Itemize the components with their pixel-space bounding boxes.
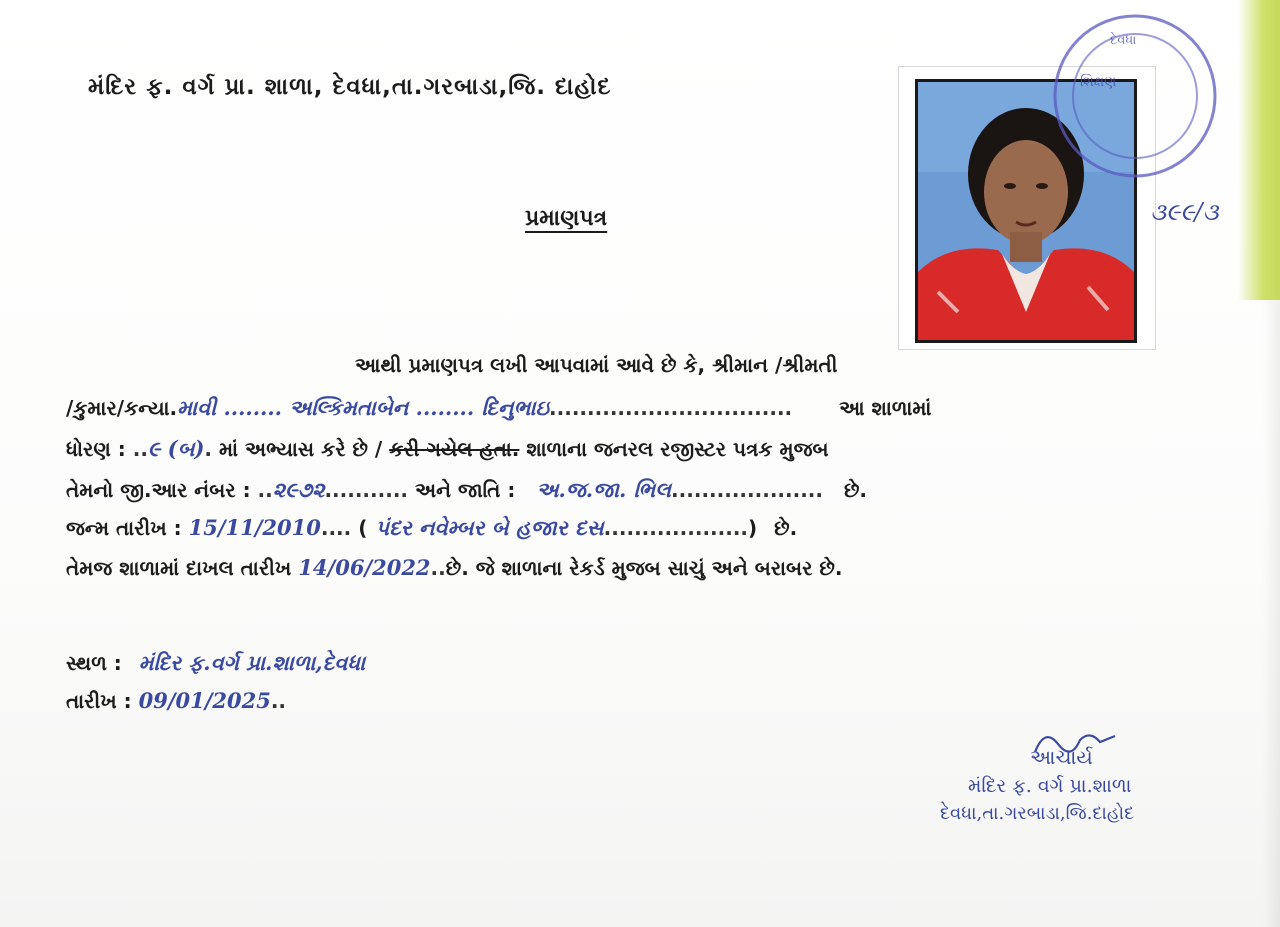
line5-end: છે. [774, 516, 798, 540]
date-label: તારીખ : [66, 689, 132, 713]
place-label: સ્થળ : [66, 651, 122, 675]
signature-school: મંદિર ફ. વર્ગ પ્રા.શાળા [968, 775, 1132, 797]
reference-number: ૩૯૯/૩ [1150, 198, 1219, 226]
intro-text: આથી પ્રમાણપત્ર લખી આપવામાં આવે છે કે, શ્રીમાન /શ્રીમતી [355, 353, 838, 377]
body-line-6: તેમજ શાળામાં દાખલ તારીખ 14/06/2022..છે. જે શાળાના રેકર્ડ મુજબ સાચું અને બરાબર છે. [66, 555, 843, 580]
stamp-mid-text: શિક્ષણ [1080, 74, 1117, 90]
line2-suffix: આ શાળામાં [839, 396, 932, 420]
body-line-5: જન્મ તારીખ : 15/11/2010.... ( પંદર નવેમ્બર બે હજાર દસ...................) છે. [66, 515, 798, 540]
caste-label: અને જાતિ : [414, 478, 516, 502]
signature-address: દેવધા,તા.ગરબાડા,જિ.દાહોદ [940, 803, 1135, 824]
standard-value: ૯ (બ) [147, 436, 205, 461]
signature-block [940, 745, 1134, 824]
line4-end: છે. [843, 478, 868, 502]
admission-prefix: તેમજ શાળામાં દાખલ તારીખ [66, 556, 292, 580]
page-shadow [1262, 300, 1280, 927]
place-row [66, 650, 365, 676]
place-value: મંદિર ફ.વર્ગ પ્રા.શાળા,દેવધા [138, 650, 366, 675]
line3-end: શાળાના જનરલ રજીસ્ટર પત્રક મુજબ [526, 437, 829, 461]
date-value: 09/01/2025 [138, 688, 271, 713]
gr-label: તેમનો જી.આર નંબર : [66, 478, 251, 502]
body-line-4: તેમનો જી.આર નંબર : ..૨૯૭૨........... અને જાતિ : અ.જ.જા. ભિલ.................... છે. [66, 477, 868, 502]
school-stamp [1040, 4, 1220, 204]
signature-role: આચાર્ય [1030, 745, 1093, 769]
stamp-top-text: દેવધા [1110, 33, 1137, 48]
gr-number: ૨૯૭૨ [272, 477, 325, 502]
admission-date: 14/06/2022 [298, 555, 431, 580]
body-line-2: /કુમાર/કન્યા.માવી ........ અલ્કિમતાબેન ........ દિનુભાઇ................................ આ શાળામાં [66, 395, 932, 420]
struck-text: કરી ગયેલ હતા. [389, 437, 520, 461]
school-header: મંદિર ફ. વર્ગ પ્રા. શાળા, દેવધા,તા.ગરબાડા,જિ. દાહોદ [88, 74, 612, 100]
caste-value: અ.જ.જા. ભિલ [536, 477, 672, 502]
certificate-title: પ્રમાણપત્ર [525, 206, 608, 231]
dob-value: 15/11/2010 [188, 515, 321, 540]
dob-label: જન્મ તારીખ : [66, 516, 182, 540]
date-row: તારીખ : 09/01/2025.. [66, 688, 287, 713]
body-line-1 [355, 353, 837, 377]
title-prefix: /કુમાર/કન્યા. [66, 396, 178, 420]
dob-words: પંદર નવેમ્બર બે હજાર દસ [375, 515, 604, 540]
body-line-3: ધોરણ : ..૯ (બ). માં અભ્યાસ કરે છે / કરી ગયેલ હતા. શાળાના જનરલ રજીસ્ટર પત્રક મુજબ [66, 436, 829, 461]
admission-suffix: છે. જે શાળાના રેકર્ડ મુજબ સાચું અને બરાબર છે. [445, 556, 843, 580]
background-edge [1238, 0, 1280, 300]
standard-label: ધોરણ : [66, 437, 126, 461]
student-name: માવી ........ અલ્કિમતાબેન ........ દિનુભાઇ [177, 395, 550, 420]
line3-mid: માં અભ્યાસ કરે છે / [218, 437, 383, 461]
